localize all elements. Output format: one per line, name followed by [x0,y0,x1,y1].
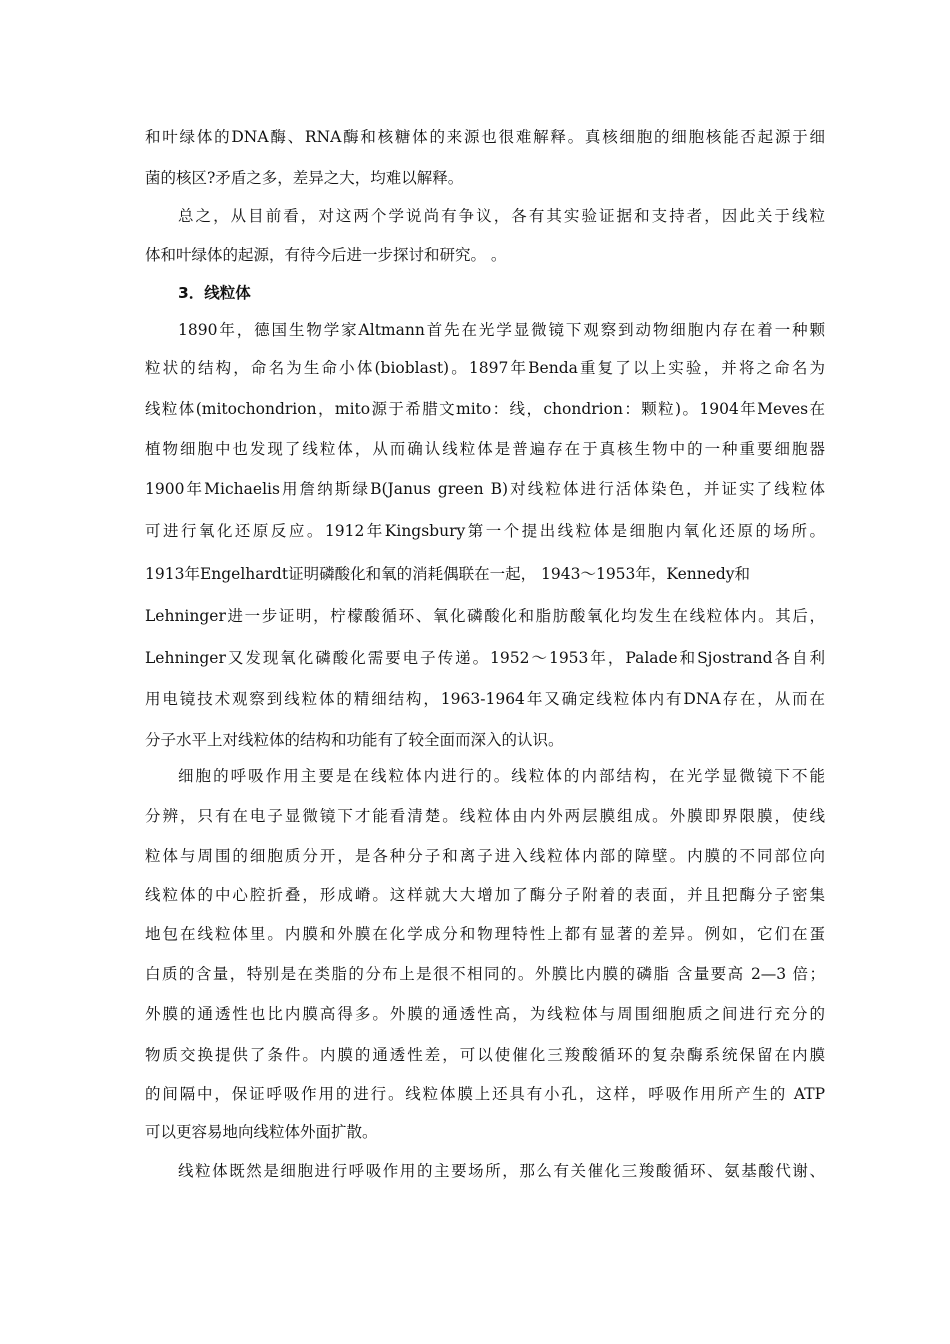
text-line: 体和叶绿体的起源，有待今后进一步探讨和研究。 。 [145,246,507,264]
text-line: 1890年，德国生物学家Altmann首先在光学显微镜下观察到动物细胞内存在着一种颗 [178,321,825,339]
text-line: 菌的核区?矛盾之多，差异之大，均难以解释。 [145,169,464,187]
text-line: 外膜的通透性也比内膜高得多。外膜的通透性高，为线粒体与周围细胞质之间进行充分的 [145,1005,825,1023]
text-line: 细胞的呼吸作用主要是在线粒体内进行的。线粒体的内部结构，在光学显微镜下不能 [178,767,825,785]
text-line: Lehninger进一步证明，柠檬酸循环、氧化磷酸化和脂肪酸氧化均发生在线粒体内。其后， [145,607,825,625]
text-line: 线粒体既然是细胞进行呼吸作用的主要场所，那么有关催化三羧酸循环、氨基酸代谢、 [178,1162,825,1180]
section-heading: 3．线粒体 [178,284,251,302]
text-line: 物质交换提供了条件。内膜的通透性差，可以使催化三羧酸循环的复杂酶系统保留在内膜 [145,1046,825,1064]
text-line: 粒状的结构，命名为生命小体(bioblast)。1897年Benda重复了以上实验，并将之命名为 [145,359,825,377]
text-line: 用电镜技术观察到线粒体的精细结构，1963-1964年又确定线粒体内有DNA存在，从而在 [145,690,825,708]
text-line: 和叶绿体的DNA酶、RNA酶和核糖体的来源也很难解释。真核细胞的细胞核能否起源于细 [145,128,825,146]
text-line: 可进行氧化还原反应。1912年Kingsbury第一个提出线粒体是细胞内氧化还原的场所。 [145,522,825,540]
text-line: Lehninger又发现氧化磷酸化需要电子传递。1952～1953年，Palade和Sjostrand各自利 [145,649,825,667]
text-line: 1913年Engelhardt证明磷酸化和氧的消耗偶联在一起， 1943～1953年，Kennedy和 [145,565,751,583]
text-line: 的间隔中，保证呼吸作用的进行。线粒体膜上还具有小孔，这样，呼吸作用所产生的 ATP [145,1085,825,1103]
text-line: 粒体与周围的细胞质分开，是各种分子和离子进入线粒体内部的障壁。内膜的不同部位向 [145,847,825,865]
text-line: 线粒体(mitochondrion，mito源于希腊文mito：线，chondrion：颗粒)。1904年Meves在 [145,400,825,418]
text-line: 1900年Michaelis用詹纳斯绿B(Janus green B)对线粒体进行活体染色，并证实了线粒体 [145,480,825,498]
text-line: 可以更容易地向线粒体外面扩散。 [145,1123,378,1141]
text-line: 分辨，只有在电子显微镜下才能看清楚。线粒体由内外两层膜组成。外膜即界限膜，使线 [145,807,825,825]
text-line: 总之，从目前看，对这两个学说尚有争议，各有其实验证据和支持者，因此关于线粒 [178,207,825,225]
text-line: 植物细胞中也发现了线粒体，从而确认线粒体是普遍存在于真核生物中的一种重要细胞器 [145,440,825,458]
text-line: 白质的含量，特别是在类脂的分布上是很不相同的。外膜比内膜的磷脂 含量要高 2—3 倍； [145,965,825,983]
text-line: 线粒体的中心腔折叠，形成嵴。这样就大大增加了酶分子附着的表面，并且把酶分子密集 [145,886,825,904]
text-line: 分子水平上对线粒体的结构和功能有了较全面而深入的认识。 [145,731,564,749]
text-line: 地包在线粒体里。内膜和外膜在化学成分和物理特性上都有显著的差异。例如，它们在蛋 [145,925,825,943]
